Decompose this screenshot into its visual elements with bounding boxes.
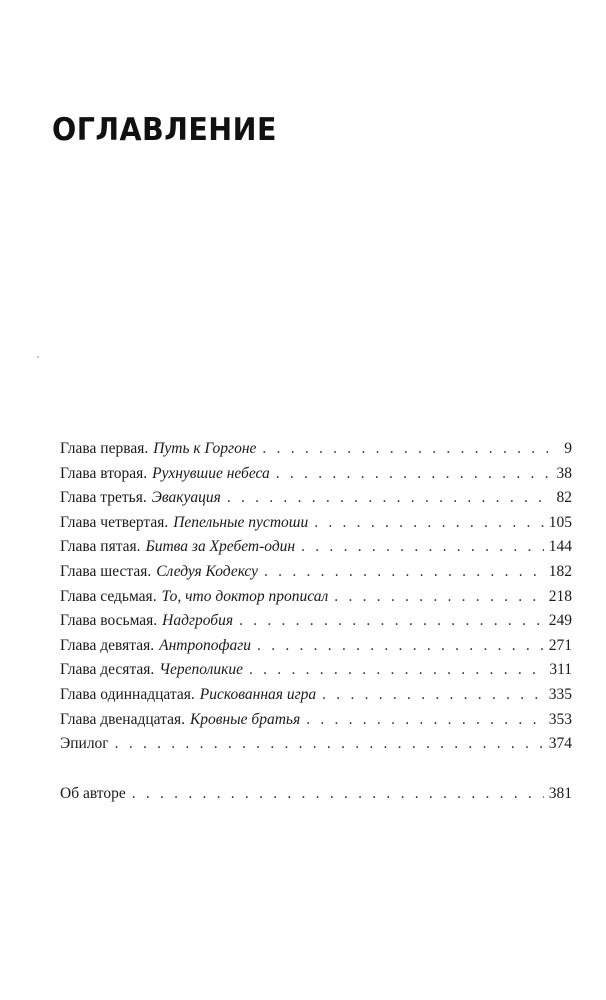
toc-entry-label: Глава двенадцатая.: [60, 710, 185, 728]
toc-entry-page: 381: [548, 784, 572, 802]
dot-leader: [227, 486, 552, 511]
toc-entry-page: 144: [548, 538, 572, 556]
toc-entry-page: 218: [548, 587, 572, 605]
toc-entry-page: 335: [548, 685, 572, 703]
toc-entry-page: 271: [548, 636, 572, 654]
toc-entry-page: 374: [548, 735, 572, 753]
toc-entry-label: Глава десятая.: [60, 661, 155, 679]
toc-entry-label: Глава четвертая.: [60, 513, 169, 531]
toc-entry-label: Глава вторая.: [60, 464, 148, 482]
toc-entry-title: Кровные братья: [189, 710, 301, 728]
toc-entry-title: Битва за Хребет-один: [145, 538, 296, 556]
toc-entry-chapter-5[interactable]: [60, 535, 572, 560]
dot-leader: [249, 658, 544, 683]
toc-entry-title: Пепельные пустоши: [173, 513, 309, 531]
toc-entry-title: Следуя Кодексу: [156, 562, 259, 580]
toc-entry-chapter-8[interactable]: [60, 609, 572, 634]
toc-entry-chapter-12[interactable]: [60, 708, 572, 733]
toc-entry-page: 182: [548, 562, 572, 580]
toc-entry-chapter-11[interactable]: [60, 683, 572, 708]
toc-entry-label: Глава седьмая.: [60, 587, 157, 605]
toc-entry-label: Глава восьмая.: [60, 612, 158, 630]
page-title: ОГЛАВЛЕНИЕ: [52, 112, 277, 148]
toc-entry-epilogue[interactable]: [60, 732, 572, 757]
toc-entry-page: 249: [548, 612, 572, 630]
toc-entry-chapter-1[interactable]: [60, 437, 572, 462]
table-of-contents: [60, 437, 572, 806]
toc-entry-page: 311: [549, 661, 572, 679]
dot-leader: [264, 560, 544, 585]
toc-entry-label: Об авторе: [60, 784, 126, 802]
toc-entry-page: 105: [548, 513, 572, 531]
toc-entry-chapter-3[interactable]: [60, 486, 572, 511]
toc-entry-chapter-9[interactable]: [60, 634, 572, 659]
toc-entry-page: 82: [556, 489, 572, 507]
toc-entry-chapter-2[interactable]: [60, 462, 572, 487]
toc-entry-title: Череполикие: [159, 661, 243, 679]
toc-entry-title: Рискованная игра: [199, 685, 317, 703]
dot-leader: [276, 462, 552, 487]
dot-leader: [314, 511, 544, 536]
dot-leader: [306, 708, 544, 733]
dot-leader: [239, 609, 544, 634]
toc-entry-title: Эвакуация: [151, 489, 221, 507]
dot-leader: [115, 732, 544, 757]
toc-entry-title: Надгробия: [162, 612, 234, 630]
dot-leader: [301, 535, 544, 560]
toc-entry-label: Глава третья.: [60, 489, 147, 507]
toc-entry-chapter-6[interactable]: [60, 560, 572, 585]
toc-entry-label: Глава одиннадцатая.: [60, 685, 195, 703]
toc-entry-chapter-4[interactable]: [60, 511, 572, 536]
dot-leader: [132, 782, 544, 807]
page-speck: [37, 356, 39, 358]
toc-entry-label: Глава первая.: [60, 440, 149, 457]
toc-entry-label: Глава пятая.: [60, 538, 141, 556]
toc-entry-page: 353: [548, 710, 572, 728]
dot-leader: [262, 437, 559, 462]
toc-entry-title: Антропофаги: [159, 636, 252, 654]
dot-leader: [334, 585, 543, 610]
toc-entry-page: 38: [556, 464, 572, 482]
toc-entry-page: 9: [564, 440, 572, 457]
toc-entry-label: Глава девятая.: [60, 636, 155, 654]
toc-entry-title: Путь к Горгоне: [153, 440, 257, 457]
dot-leader: [257, 634, 544, 659]
toc-entry-label: Эпилог: [60, 735, 109, 753]
toc-entry-about-author[interactable]: [60, 782, 572, 807]
toc-entry-chapter-7[interactable]: [60, 585, 572, 610]
dot-leader: [322, 683, 544, 708]
toc-entry-chapter-10[interactable]: [60, 658, 572, 683]
toc-entry-title: Рухнувшие небеса: [152, 464, 270, 482]
toc-entry-title: То, что доктор прописал: [161, 587, 329, 605]
toc-entry-label: Глава шестая.: [60, 562, 152, 580]
